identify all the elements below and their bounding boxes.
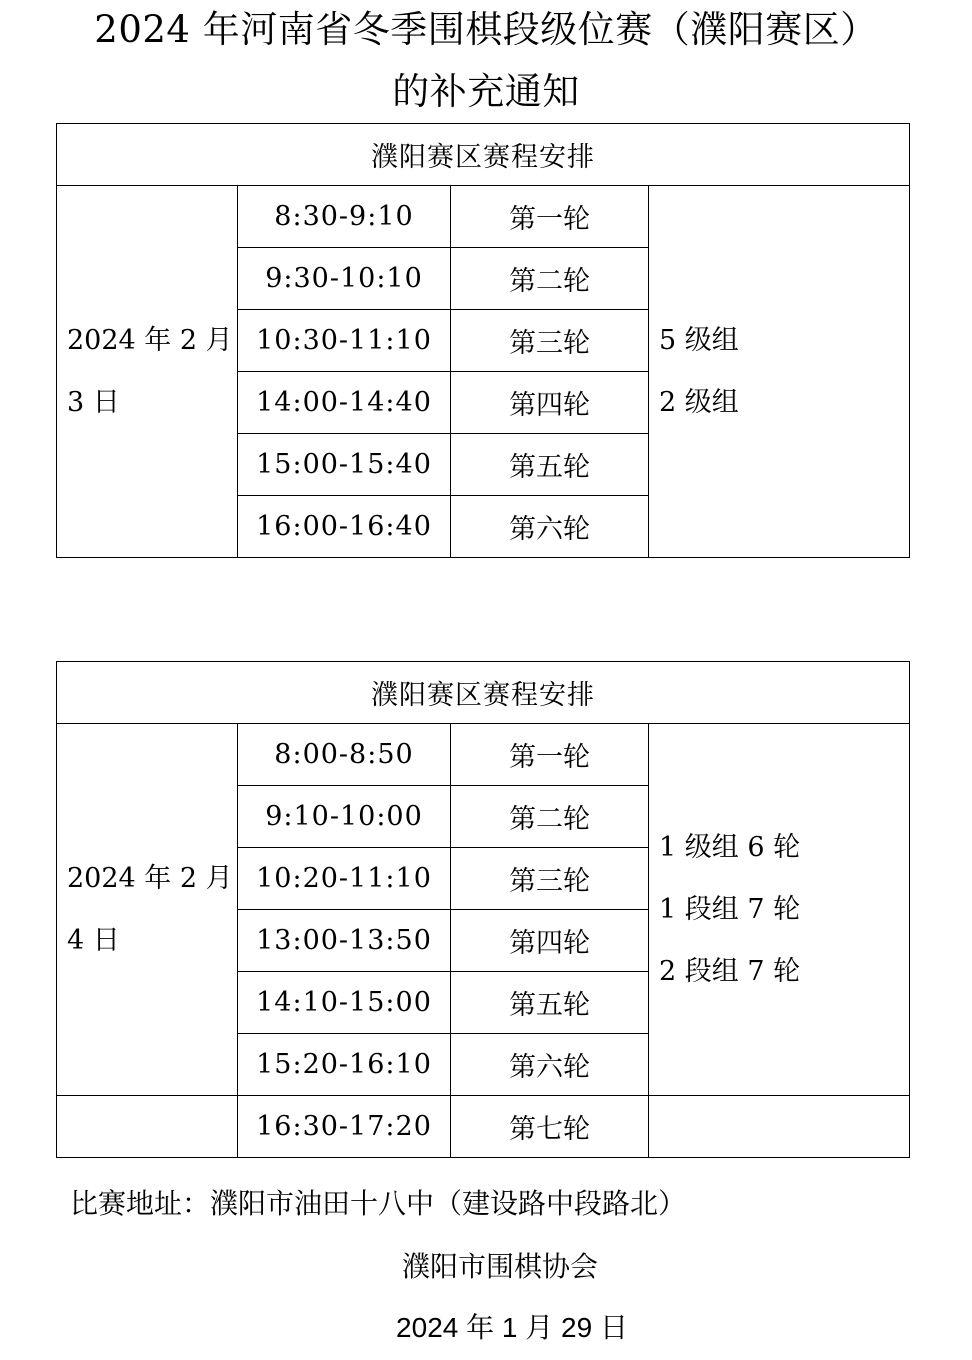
time-cell: 16:00-16:40 — [238, 496, 451, 558]
round-cell: 第六轮 — [451, 496, 649, 558]
round-cell: 第四轮 — [451, 372, 649, 434]
schedule-table-day-1 — [56, 123, 910, 558]
time-cell: 8:30-9:10 — [238, 186, 451, 248]
time-cell: 16:30-17:20 — [238, 1096, 451, 1158]
date-cell — [57, 724, 238, 1096]
date-line-1: 2024 年 2 月 — [67, 324, 233, 356]
groups-cell — [649, 186, 910, 558]
schedule-table-day-2 — [56, 661, 910, 1158]
groups-cell — [649, 724, 910, 1096]
round-cell: 第一轮 — [451, 186, 649, 248]
table-header: 濮阳赛区赛程安排 — [57, 662, 910, 724]
time-cell: 15:20-16:10 — [238, 1034, 451, 1096]
document-title-line-1: 2024 年河南省冬季围棋段级位赛（濮阳赛区） — [94, 8, 878, 51]
round-cell: 第三轮 — [451, 310, 649, 372]
round-cell: 第二轮 — [451, 786, 649, 848]
empty-groups-cell — [649, 1096, 910, 1158]
round-cell: 第二轮 — [451, 248, 649, 310]
round-cell: 第四轮 — [451, 910, 649, 972]
time-cell: 14:00-14:40 — [238, 372, 451, 434]
group-label: 2 段组 7 轮 — [659, 955, 801, 987]
venue-address: 比赛地址：濮阳市油田十八中（建设路中段路北） — [70, 1187, 687, 1220]
date-cell — [57, 186, 238, 558]
group-label: 1 级组 6 轮 — [659, 831, 801, 863]
time-cell: 10:30-11:10 — [238, 310, 451, 372]
date-line-2: 4 日 — [67, 924, 120, 956]
group-label: 1 段组 7 轮 — [659, 893, 801, 925]
empty-date-cell — [57, 1096, 238, 1158]
round-cell: 第五轮 — [451, 972, 649, 1034]
time-cell: 13:00-13:50 — [238, 910, 451, 972]
date-line-2: 3 日 — [67, 386, 120, 418]
time-cell: 10:20-11:10 — [238, 848, 451, 910]
time-cell: 14:10-15:00 — [238, 972, 451, 1034]
organizer-name: 濮阳市围棋协会 — [401, 1250, 598, 1283]
time-cell: 9:10-10:00 — [238, 786, 451, 848]
date-line-1: 2024 年 2 月 — [67, 862, 233, 894]
group-label: 5 级组 — [659, 324, 739, 356]
table-header: 濮阳赛区赛程安排 — [57, 124, 910, 186]
round-cell: 第一轮 — [451, 724, 649, 786]
round-cell: 第七轮 — [451, 1096, 649, 1158]
group-label: 2 级组 — [659, 386, 739, 418]
document-title-line-2: 的补充通知 — [392, 70, 580, 113]
time-cell: 8:00-8:50 — [238, 724, 451, 786]
time-cell: 15:00-15:40 — [238, 434, 451, 496]
round-cell: 第五轮 — [451, 434, 649, 496]
round-cell: 第六轮 — [451, 1034, 649, 1096]
issue-date: 2024 年 1 月 29 日 — [396, 1312, 628, 1343]
time-cell: 9:30-10:10 — [238, 248, 451, 310]
round-cell: 第三轮 — [451, 848, 649, 910]
